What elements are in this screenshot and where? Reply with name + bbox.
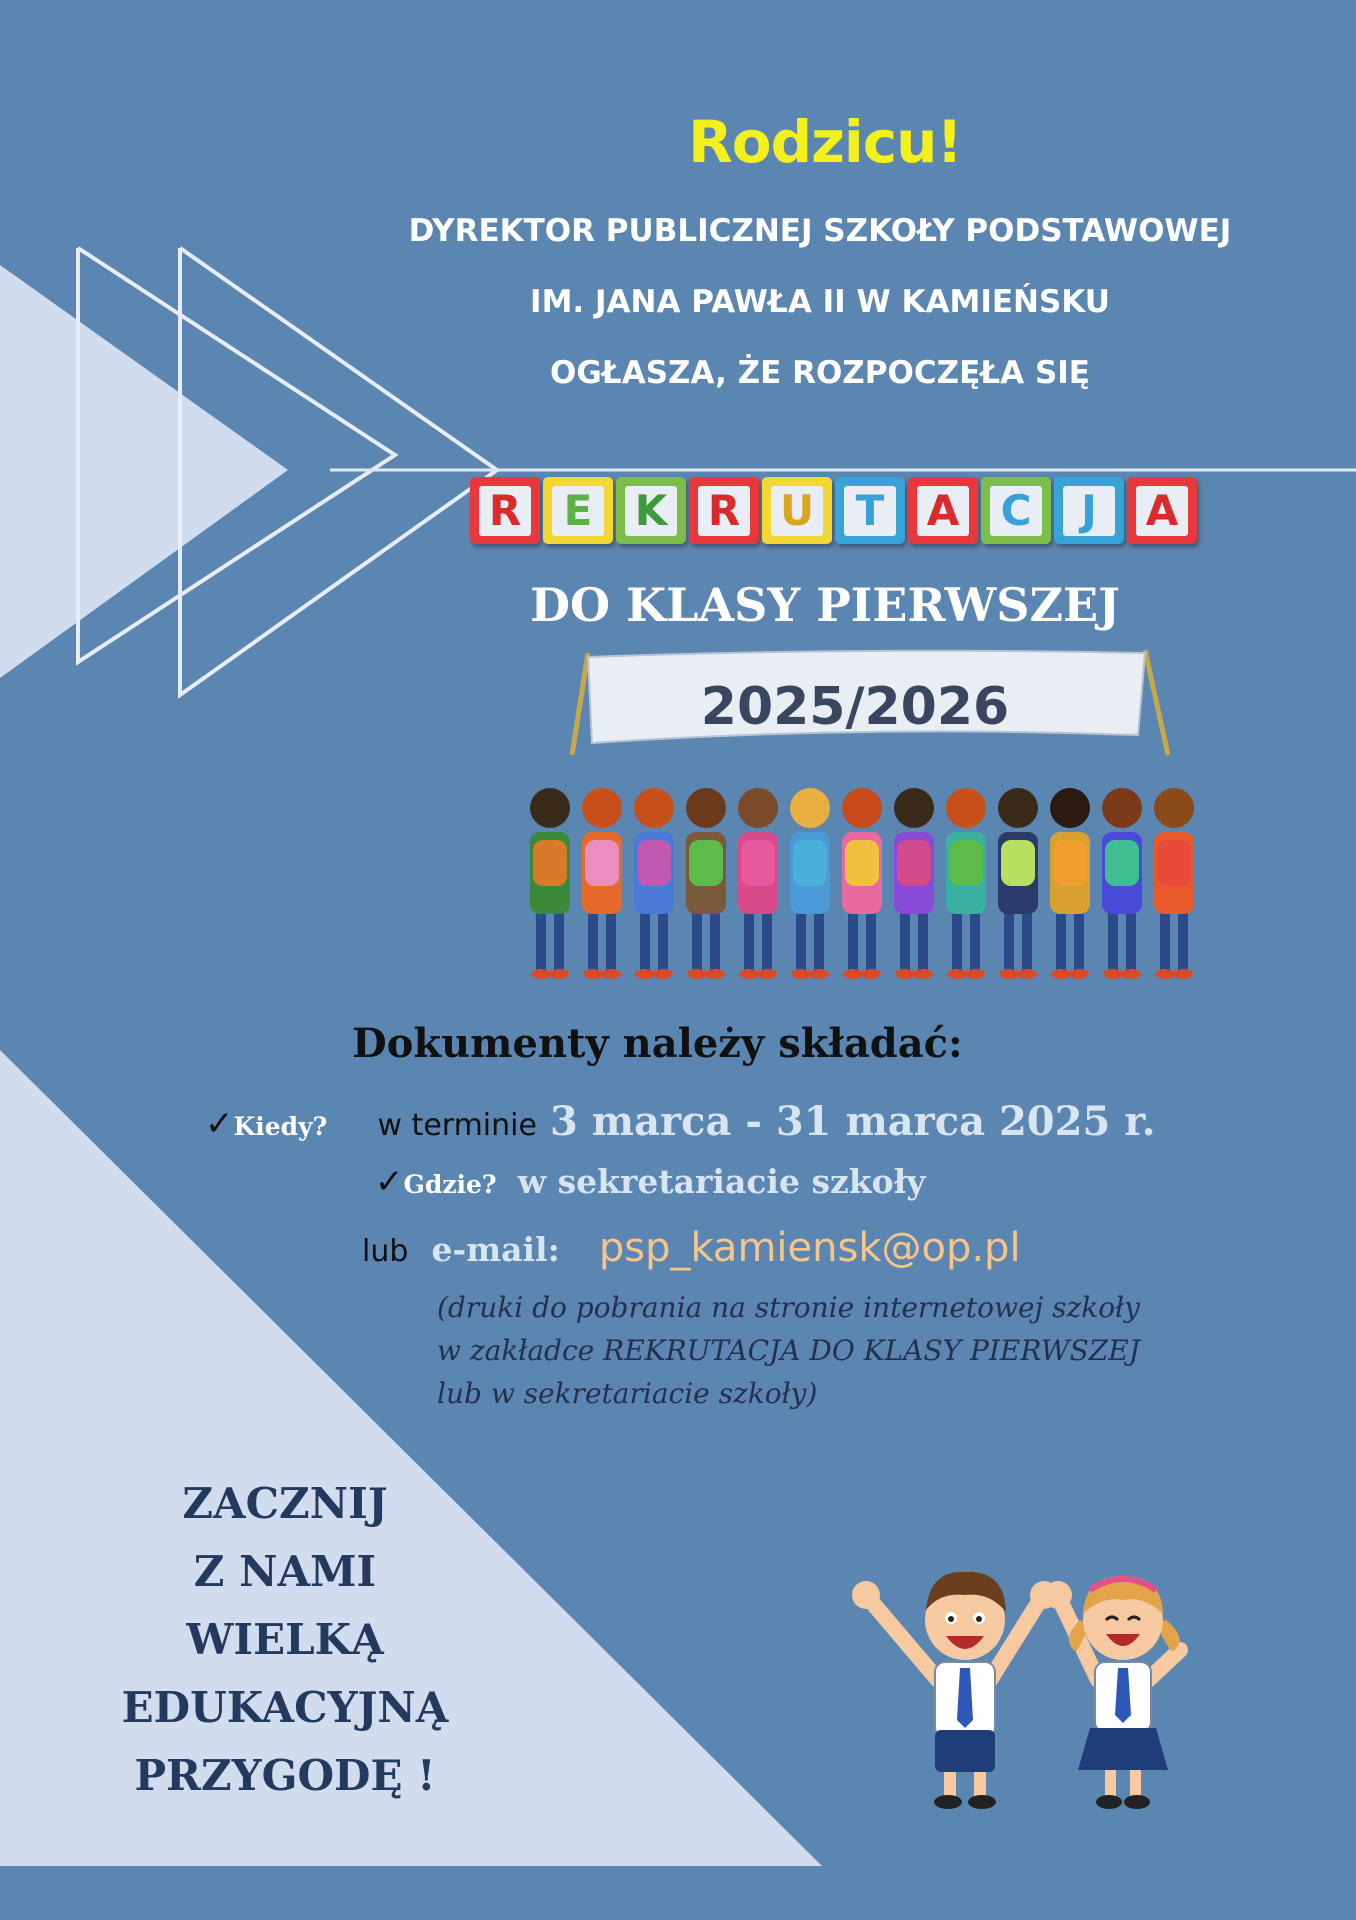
slogan-line-4: EDUKACYJNĄ — [121, 1683, 449, 1732]
email-row — [362, 1225, 1021, 1271]
girl-figure — [1044, 1576, 1180, 1809]
child-figure — [530, 788, 570, 979]
letter-block-letter: R — [698, 486, 750, 536]
download-note — [437, 1286, 1237, 1415]
letter-block-letter: A — [917, 486, 969, 536]
email-label: e-mail: — [431, 1230, 560, 1269]
where-row — [375, 1162, 926, 1202]
slogan — [90, 1470, 480, 1810]
letter-block — [543, 477, 613, 544]
child-figure — [842, 788, 882, 979]
slogan-line-3: WIELKĄ — [186, 1615, 384, 1664]
letter-block-letter: A — [1136, 486, 1188, 536]
class-subtitle: DO KLASY PIERWSZEJ — [530, 578, 1120, 632]
letter-block — [835, 477, 905, 544]
school-year-banner: 2025/2026 — [700, 677, 1010, 737]
slogan-line-2: Z NAMI — [193, 1547, 377, 1596]
email-prefix: lub — [362, 1234, 409, 1269]
when-row — [205, 1098, 1156, 1145]
slogan-line-1: ZACZNIJ — [182, 1479, 388, 1528]
letter-block — [1054, 477, 1124, 544]
light-triangle-top — [0, 265, 288, 678]
child-figure — [998, 788, 1038, 979]
headline-line-2: IM. JANA PAWŁA II W KAMIEŃSKU — [530, 284, 1110, 320]
check-icon: ✓ — [375, 1162, 404, 1202]
letter-block-letter: R — [479, 486, 531, 536]
letter-block-letter: J — [1063, 486, 1115, 536]
letter-block — [981, 477, 1051, 544]
child-figure — [946, 788, 986, 979]
when-dates: 3 marca - 31 marca 2025 r. — [550, 1098, 1156, 1145]
child-figure — [1102, 788, 1142, 979]
letter-block — [470, 477, 540, 544]
letter-block-letter: E — [552, 486, 604, 536]
child-figure — [1050, 788, 1090, 979]
documents-heading: Dokumenty należy składać: — [352, 1020, 963, 1067]
children-group-illustration — [520, 760, 1240, 985]
when-question: Kiedy? — [233, 1112, 328, 1141]
boy-figure — [852, 1572, 1058, 1809]
recruitment-letter-blocks — [470, 477, 1197, 544]
when-prefix: w terminie — [377, 1108, 537, 1143]
two-children-illustration — [840, 1540, 1240, 1820]
note-line-2: w zakładce REKRUTACJA DO KLASY PIERWSZEJ — [437, 1334, 1140, 1367]
note-line-3: lub w sekretariacie szkoły) — [437, 1377, 818, 1410]
letter-block — [1127, 477, 1197, 544]
child-figure — [894, 788, 934, 979]
letter-block-letter: C — [990, 486, 1042, 536]
letter-block-letter: T — [844, 486, 896, 536]
letter-block-letter: K — [625, 486, 677, 536]
page-title: Rodzicu! — [688, 108, 962, 176]
letter-block — [616, 477, 686, 544]
check-icon: ✓ — [205, 1104, 234, 1144]
child-figure — [790, 788, 830, 979]
letter-block — [762, 477, 832, 544]
where-value: w sekretariacie szkoły — [517, 1162, 926, 1201]
headline-line-1: DYREKTOR PUBLICZNEJ SZKOŁY PODSTAWOWEJ — [408, 213, 1232, 249]
child-figure — [686, 788, 726, 979]
slogan-line-5: PRZYGODĘ ! — [134, 1751, 436, 1800]
child-figure — [738, 788, 778, 979]
note-line-1: (druki do pobrania na stronie internetowej szkoły — [437, 1291, 1140, 1324]
child-figure — [582, 788, 622, 979]
headline-line-3: OGŁASZA, ŻE ROZPOCZĘŁA SIĘ — [550, 355, 1090, 391]
child-figure — [1154, 788, 1194, 979]
child-figure — [634, 788, 674, 979]
email-address-link[interactable]: psp_kamiensk@op.pl — [598, 1225, 1021, 1271]
letter-block — [689, 477, 759, 544]
letter-block-letter: U — [771, 486, 823, 536]
letter-block — [908, 477, 978, 544]
where-question: Gdzie? — [403, 1170, 497, 1199]
